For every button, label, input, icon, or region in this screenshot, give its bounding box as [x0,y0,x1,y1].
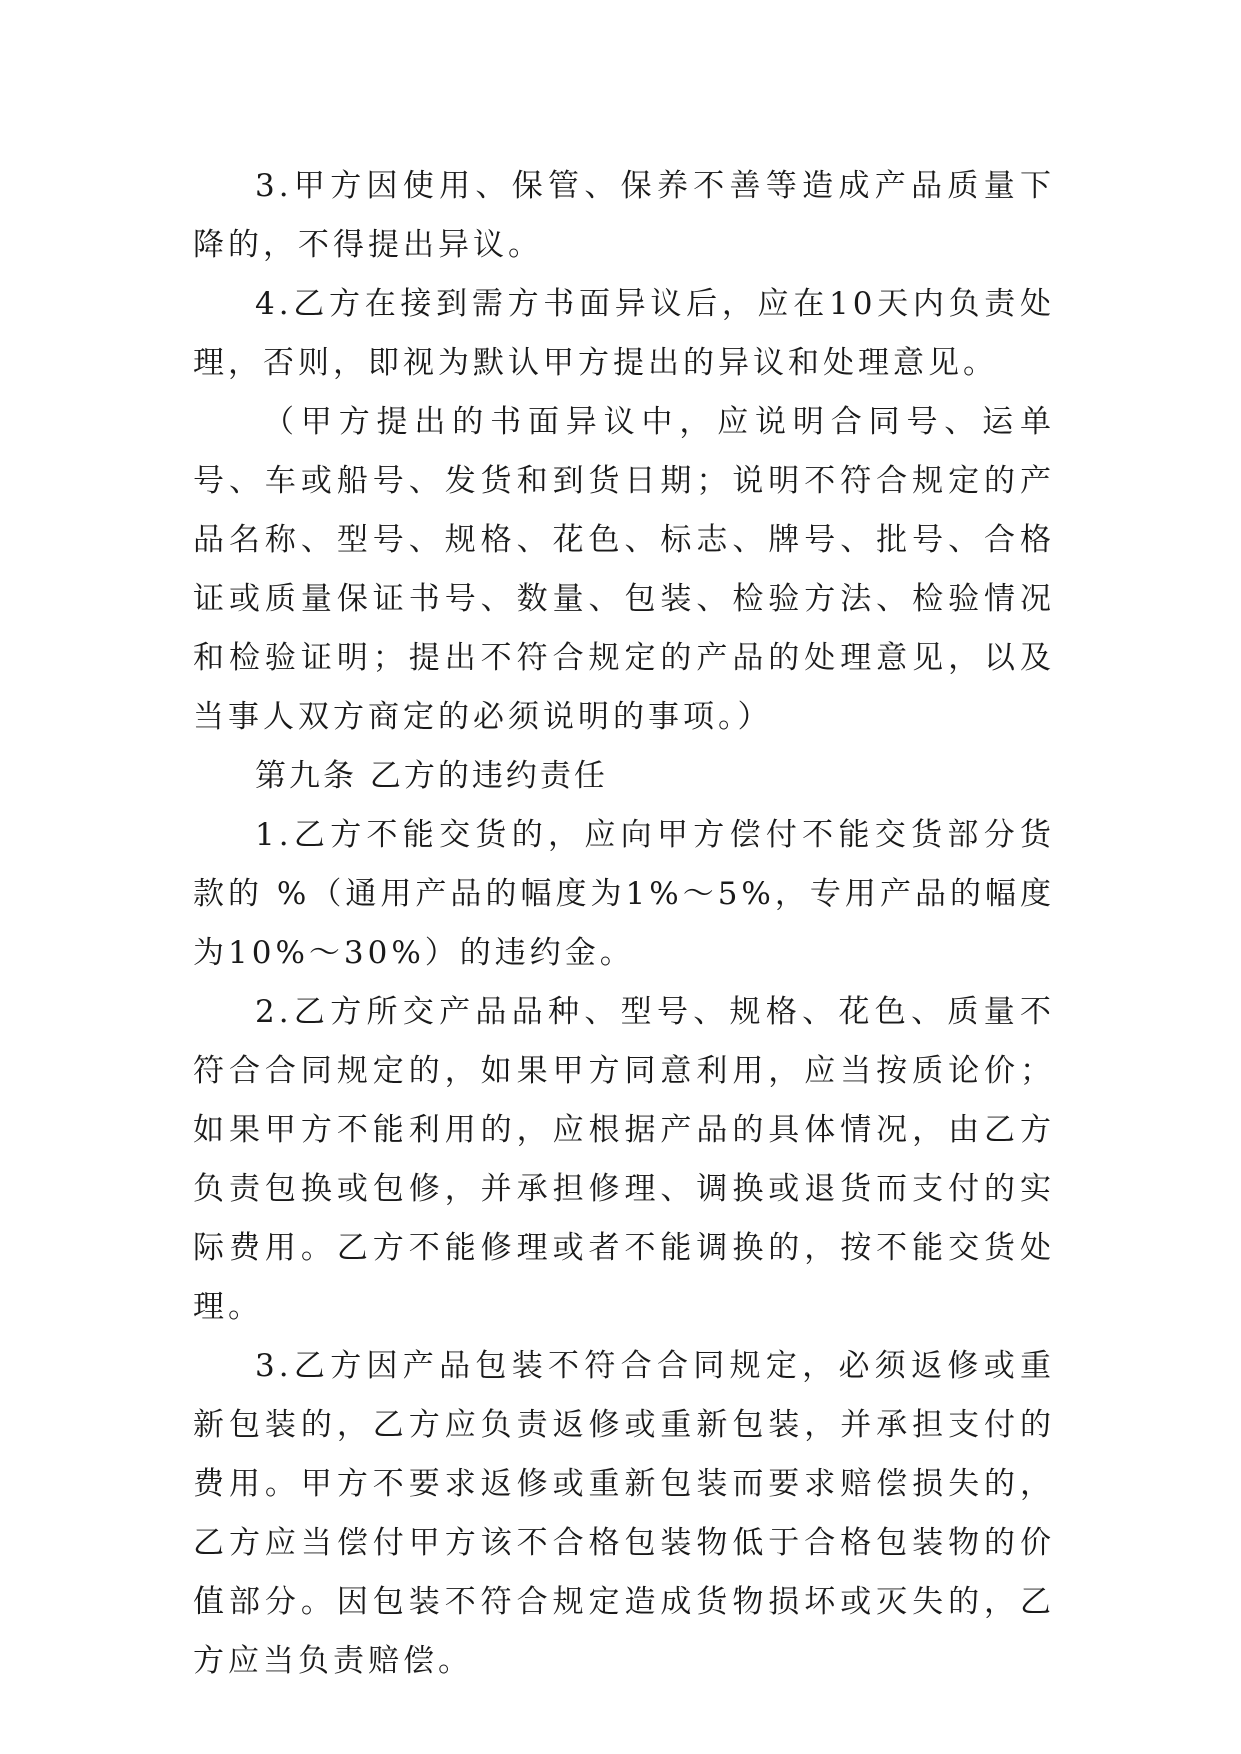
paragraph-clause-8-3: 3.甲方因使用、保管、保养不善等造成产品质量下降的，不得提出异议。 [193,168,1055,263]
paragraph-clause-9-2: 2.乙方所交产品品种、型号、规格、花色、质量不符合合同规定的，如果甲方同意利用，应当按质论价；如果甲方不能利用的，应根据产品的具体情况，由乙方负责包换或包修，并承担修理、调换或退货而支付的实际费用。乙方不能修理或者不能调换的，按不能交货处理。 [193,994,1055,1325]
paragraph-objection-note: （甲方提出的书面异议中，应说明合同号、运单号、车或船号、发货和到货日期；说明不符合规定的产品名称、型号、规格、花色、标志、牌号、批号、合格证或质量保证书号、数量、包装、检验方法、检验情况和检验证明；提出不符合规定的产品的处理意见，以及当事人双方商定的必须说明的事项。） [193,404,1055,735]
document-body [193,157,1055,1691]
paragraph-clause-8-4: 4.乙方在接到需方书面异议后，应在10天内负责处理，否则，即视为默认甲方提出的异议和处理意见。 [193,286,1055,381]
paragraph-clause-9-1: 1.乙方不能交货的，应向甲方偿付不能交货部分货款的 %（通用产品的幅度为1%～5%，专用产品的幅度为10%～30%）的违约金。 [193,817,1055,971]
article-9-heading: 第九条 乙方的违约责任 [255,758,608,794]
paragraph-clause-9-3: 3.乙方因产品包装不符合合同规定，必须返修或重新包装的，乙方应负责返修或重新包装，并承担支付的费用。甲方不要求返修或重新包装而要求赔偿损失的，乙方应当偿付甲方该不合格包装物低于合格包装物的价值部分。因包装不符合规定造成货物损坏或灭失的，乙方应当负责赔偿。 [193,1348,1055,1679]
